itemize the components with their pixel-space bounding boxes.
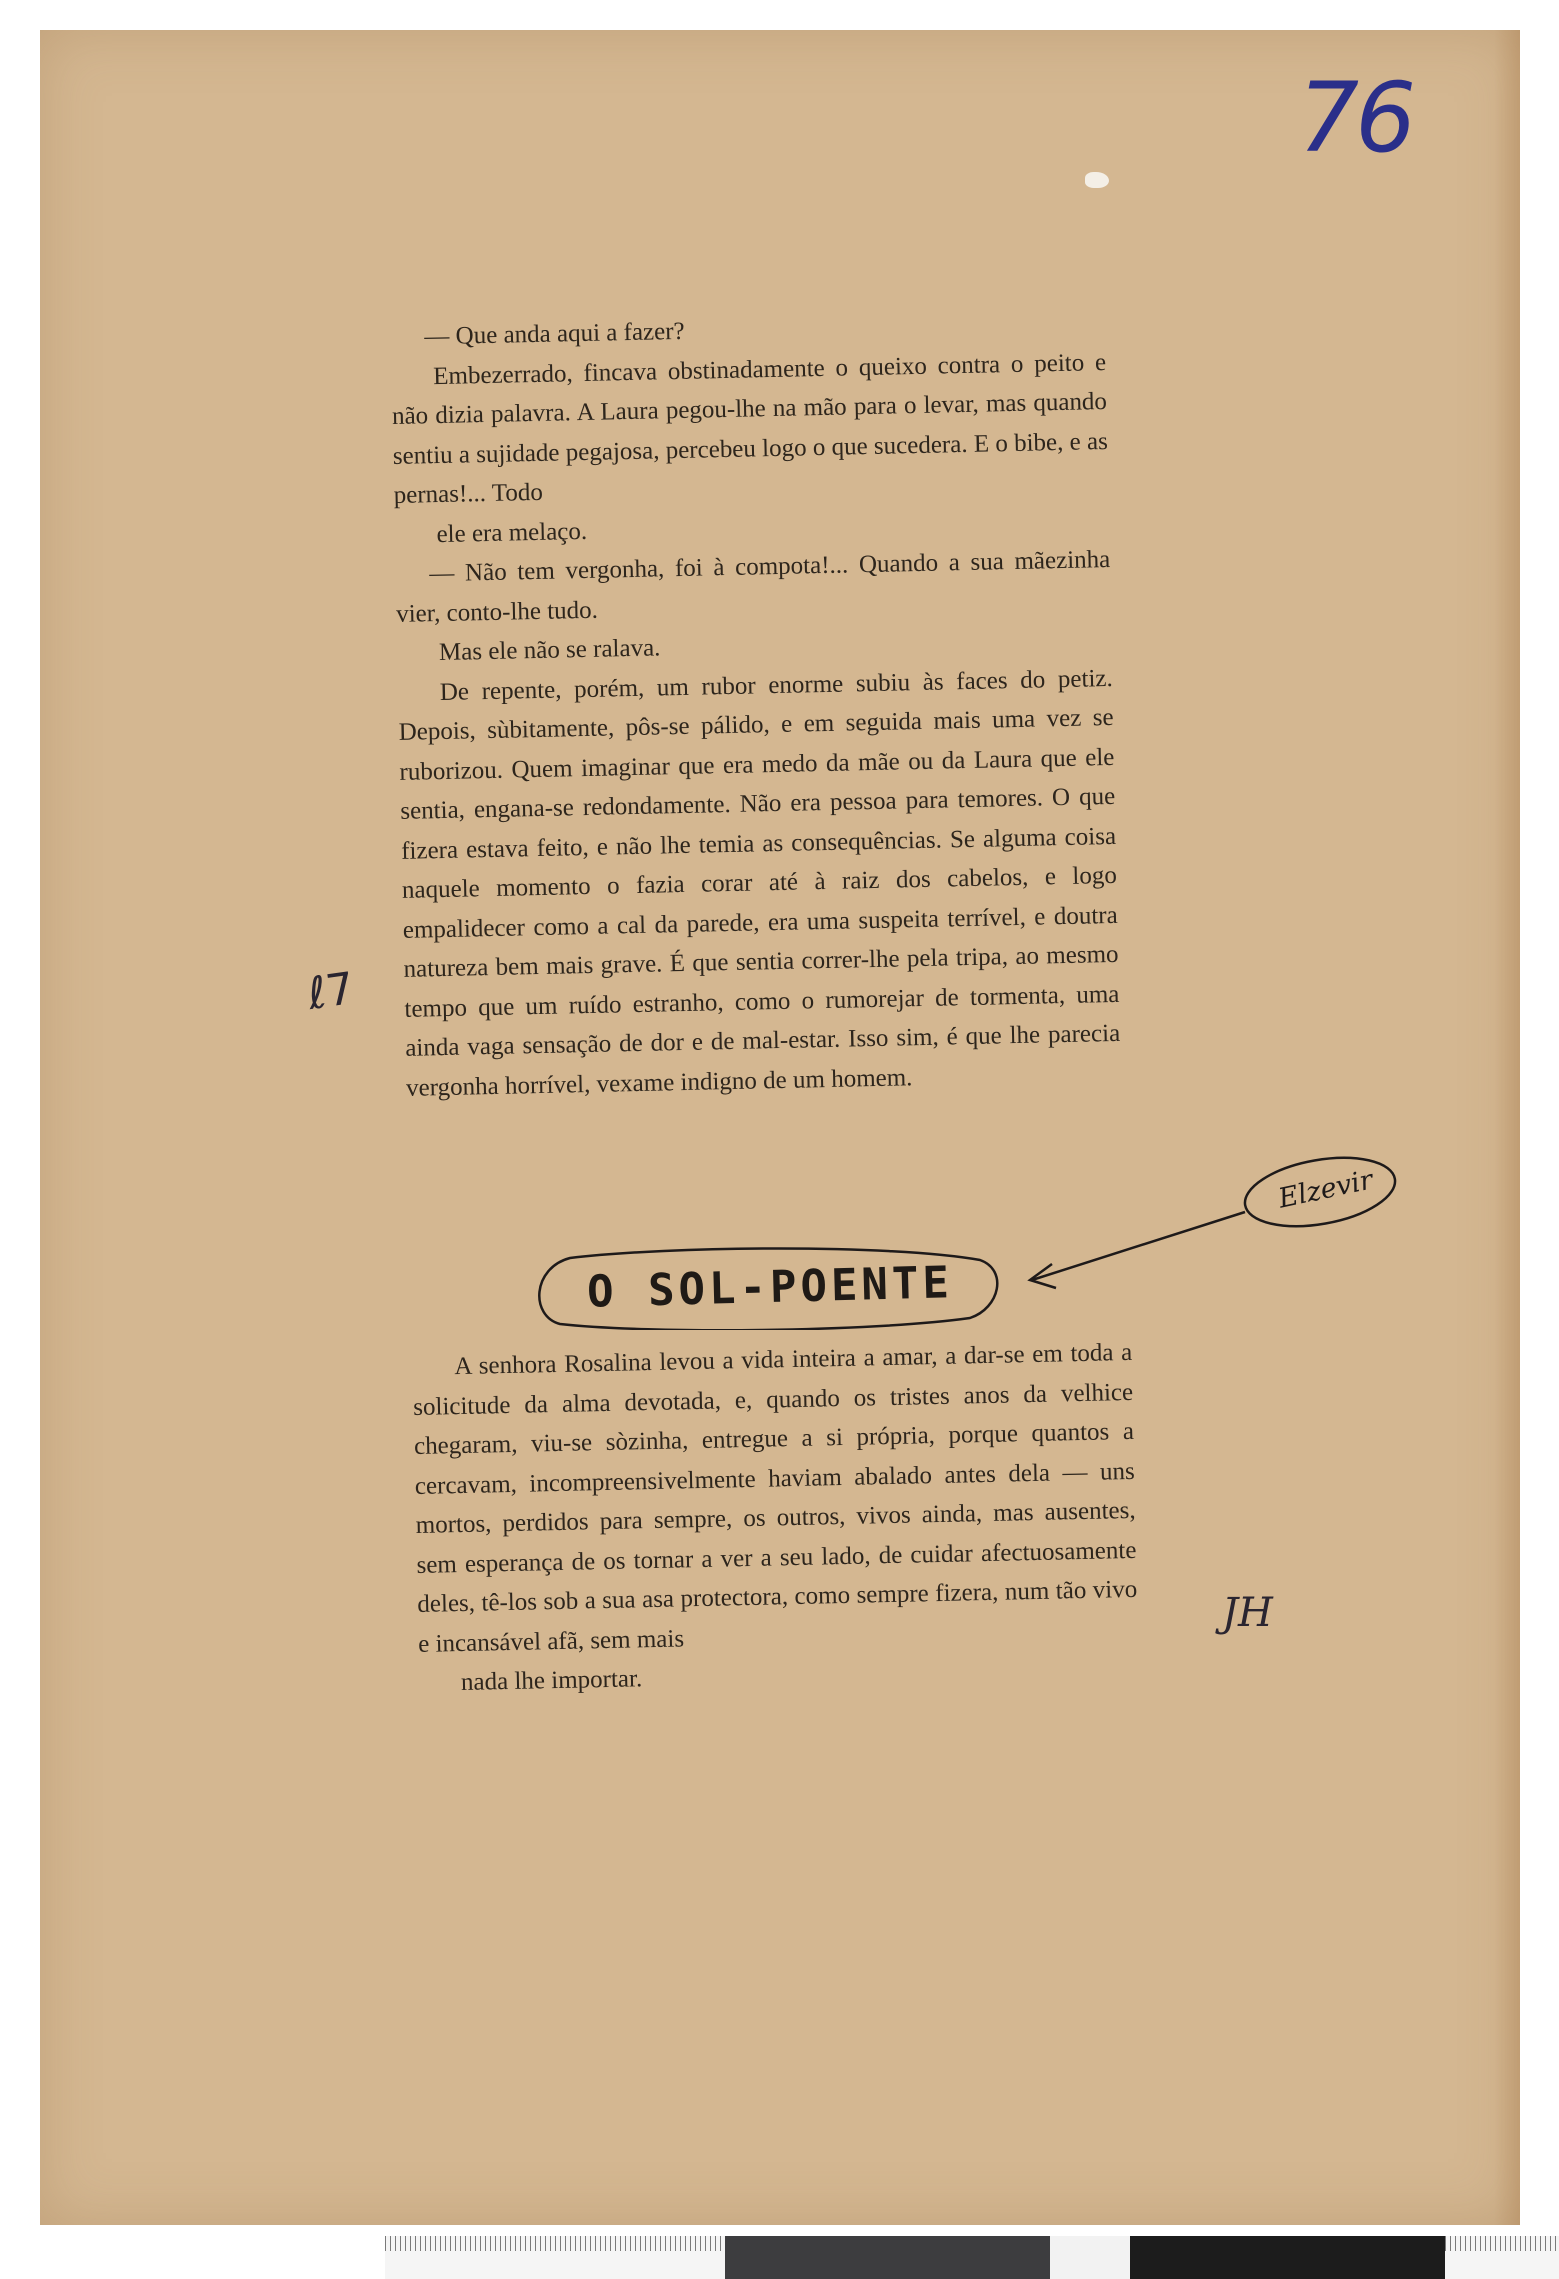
paragraph: De repente, porém, um rubor enorme subiu às faces do petiz. Depois, sùbitamente, pôs-se pálido, e em seguida mais uma vez se ruborizou. Quem imaginar que era medo da mãe ou da Laura que ele sentia, engana-se redondamente. Não era pessoa para temores. O que fizera estava feito, e não lhe temia as consequências. Se alguma coisa naquele momento o fazia corar até à raiz dos cabelos, e logo empalidecer como a cal da parede, era uma suspeita terrível, e doutra natureza bem mais grave. É que sentia correr-lhe pela tripa, ao mesmo tempo que um ruído estranho, como o rumorejar de tormenta, uma ainda vaga sensação de dor e de mal-estar. Isso sim, é que lhe parecia vergonha horrível, vexame indigno de um homem. <box>398 664 1121 1102</box>
annotation-arrow-line <box>1032 1212 1245 1280</box>
color-patch <box>1050 2236 1130 2279</box>
paragraph <box>412 1333 1139 1704</box>
paragraph: Mas ele não se ralava. <box>438 634 661 667</box>
paragraph: — Que anda aqui a fazer? <box>424 317 685 351</box>
color-patch <box>725 2236 1050 2279</box>
margin-mark-right: JH <box>1222 1590 1273 1636</box>
section-heading <box>530 1246 1006 1330</box>
section-title: O SOL-POENTE <box>586 1257 954 1318</box>
paragraph-tail: ele era melaço. <box>436 517 588 548</box>
margin-mark-left: ℓ7 <box>304 963 358 1020</box>
ruler-ticks <box>385 2236 725 2279</box>
section-passage <box>412 1333 1139 1704</box>
paragraph-text: A senhora Rosalina levou a vida inteira a amar, a dar-se em toda a solicitude da alma devotada, e, quando os tristes anos da velhice chegaram, viu-se sòzinha, entregue a si própria, porque quantos a cercavam, incompreensivelmente haviam abalado antes dela — uns mortos, perdidos para sempre, os outros, vivos ainda, mas ausentes, sem esperança de os tornar a ver a seu lado, de cuidar afectuosamente deles, tê-los sob a sua asa protectora, como sempre fizera, num tão vivo e incansável afã, sem mais <box>412 1338 1138 1658</box>
color-patch <box>1130 2236 1445 2279</box>
annotation-label: Elzevir <box>1275 1164 1376 1215</box>
scale-ruler <box>385 2236 1559 2279</box>
paragraph-tail: nada lhe importar. <box>460 1665 643 1697</box>
paragraph: — Não tem vergonha, foi à compota!... Quando a sua mãezinha vier, conto-lhe tudo. <box>395 545 1111 628</box>
paragraph-text: Embezerrado, fincava obstinadamente o queixo contra o peito e não dizia palavra. A Laura pegou-lhe na mão para o levar, mas quando sentiu a sujidade pegajosa, percebeu logo o que sucedera. E o bibe, e as pernas!... Todo <box>391 348 1109 509</box>
ruler-ticks <box>1445 2236 1559 2279</box>
page-number: 76 <box>1298 62 1413 174</box>
